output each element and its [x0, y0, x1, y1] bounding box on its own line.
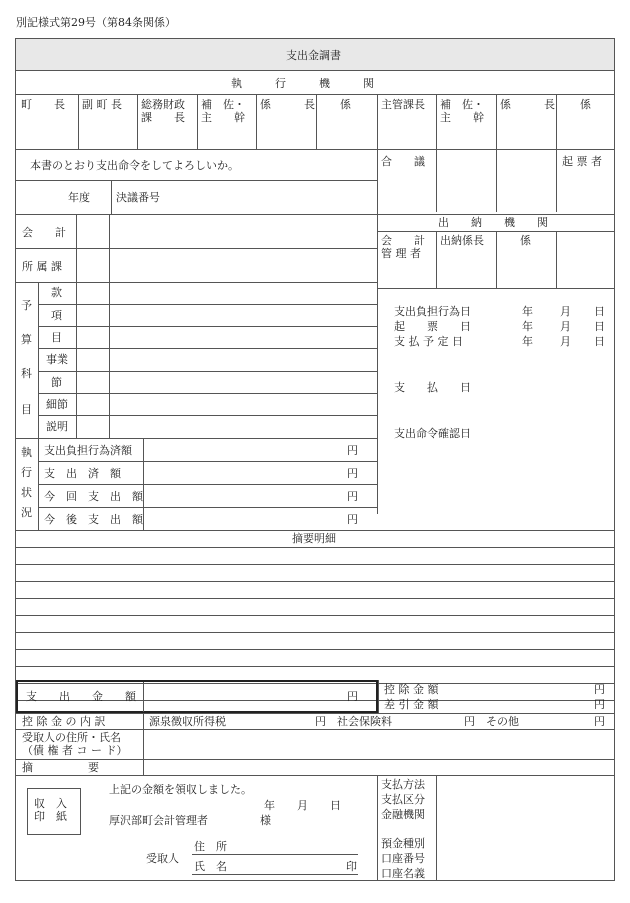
name-label: 氏 名	[194, 860, 227, 873]
date-day-2: 日	[594, 320, 605, 333]
status-current: 今 回 支 出 額	[44, 490, 143, 503]
yen-social: 円	[464, 715, 475, 728]
drafter-label: 起 票 者	[562, 155, 602, 168]
budget-item-kan: 款	[51, 286, 62, 299]
net-amount-label: 差 引 金 額	[384, 698, 439, 711]
expense-form	[15, 38, 615, 881]
detail-header: 摘要明細	[292, 532, 336, 545]
treasurer-label: 厚沢部町会計管理者	[109, 814, 208, 827]
approver-town-mayor: 町 長	[21, 98, 65, 111]
budget-item-saisetsu: 細節	[46, 398, 68, 411]
cashier-staff: 係	[520, 234, 531, 247]
payment-day-label: 支 払 日	[394, 381, 471, 394]
status-paid: 支 出 済 額	[44, 467, 121, 480]
received-text: 上記の金額を領収しました。	[109, 783, 252, 796]
approval-text: 本書のとおり支出命令をしてよろしいか。	[30, 159, 239, 172]
yen-expense: 円	[347, 690, 358, 703]
deposit-type: 預金種別	[381, 837, 425, 850]
yen-4: 円	[347, 513, 358, 526]
yen-3: 円	[347, 490, 358, 503]
account-holder: 口座名義	[381, 867, 425, 880]
cashier-org-label: 出 納 機 関	[438, 216, 548, 229]
approver-staff-r: 係	[580, 98, 591, 111]
approver-manager: 主管課長	[381, 98, 425, 111]
expense-amount-label: 支 出 金 額	[26, 690, 136, 703]
form-caption: 別記様式第29号（第84条関係）	[16, 16, 176, 29]
date-day-3: 日	[594, 335, 605, 348]
date-month-3: 月	[560, 335, 571, 348]
order-confirm-label: 支出命令確認日	[394, 427, 471, 440]
budget-v-1: 予	[21, 299, 32, 312]
cashier-treasurer: 会 計 管 理 者	[381, 234, 425, 260]
approver-staff: 係	[340, 98, 351, 111]
approver-deputy-mayor: 副 町 長	[82, 98, 122, 111]
budget-item-project: 事業	[46, 353, 68, 366]
budget-item-moku: 目	[51, 331, 62, 344]
budget-v-4: 目	[21, 403, 32, 416]
date-label-planned: 支 払 予 定 日	[394, 335, 463, 348]
withholding-tax-label: 源泉徴収所得税	[149, 715, 226, 728]
payment-method: 支払方法	[381, 778, 425, 791]
date-year-1: 年	[522, 305, 533, 318]
status-v-2: 行	[21, 466, 32, 479]
status-future: 今 後 支 出 額	[44, 513, 143, 526]
approver-section-chief-r: 係 長	[500, 98, 555, 111]
seal-label: 印	[346, 860, 357, 873]
budget-v-2: 算	[21, 333, 32, 346]
approver-assistant-r: 補 佐・ 主 幹	[440, 98, 484, 124]
status-v-4: 況	[21, 506, 32, 519]
summary-label: 摘 要	[22, 761, 99, 774]
consult-label: 合 議	[381, 155, 425, 168]
department-label: 所 属 課	[22, 260, 62, 273]
date-month-2: 月	[560, 320, 571, 333]
decision-no-label: 決議番号	[116, 191, 160, 204]
accounting-label: 会 計	[22, 226, 66, 239]
budget-item-desc: 説明	[46, 420, 68, 433]
yen-other: 円	[594, 715, 605, 728]
other-label: その他	[486, 715, 519, 728]
recipient-addr-label: 受取人の住所・氏名 （債 権 者 コ ー ド）	[22, 731, 128, 757]
account-number: 口座番号	[381, 852, 425, 865]
budget-v-3: 科	[21, 367, 32, 380]
approver-assistant: 補 佐・ 主 幹	[201, 98, 245, 124]
date-year-2: 年	[522, 320, 533, 333]
form-title: 支出金調書	[286, 49, 341, 62]
date-label-draft: 起 票 日	[394, 320, 471, 333]
yen-withholding: 円	[315, 715, 326, 728]
fiscal-year-label: 年度	[68, 191, 90, 204]
payment-category: 支払区分	[381, 793, 425, 806]
yen-1: 円	[347, 444, 358, 457]
date-label-burden: 支出負担行為日	[394, 305, 471, 318]
yen-deduction: 円	[594, 683, 605, 696]
budget-item-kou: 項	[51, 309, 62, 322]
approver-section-chief: 係 長	[260, 98, 315, 111]
approver-finance-chief: 総務財政 課 長	[141, 98, 185, 124]
honorific: 様	[260, 814, 271, 827]
address-label: 住 所	[194, 840, 227, 853]
financial-institution: 金融機関	[381, 808, 425, 821]
cashier-chief: 出納係長	[440, 234, 484, 247]
yen-net: 円	[594, 698, 605, 711]
status-burden: 支出負担行為済額	[44, 444, 132, 457]
date-day-1: 日	[594, 305, 605, 318]
received-date: 年 月 日	[264, 799, 341, 812]
social-insurance-label: 社会保険料	[337, 715, 392, 728]
deduction-breakdown-label: 控 除 金 の 内 訳	[22, 715, 106, 728]
revenue-stamp-label: 収 入 印 紙	[34, 797, 67, 823]
exec-org-label: 執 行 機 関	[231, 77, 374, 90]
date-year-3: 年	[522, 335, 533, 348]
yen-2: 円	[347, 467, 358, 480]
status-v-1: 執	[21, 446, 32, 459]
status-v-3: 状	[21, 486, 32, 499]
deduction-amount-label: 控 除 金 額	[384, 683, 439, 696]
recipient-label: 受取人	[146, 852, 179, 865]
budget-item-setsu: 節	[51, 376, 62, 389]
date-month-1: 月	[560, 305, 571, 318]
